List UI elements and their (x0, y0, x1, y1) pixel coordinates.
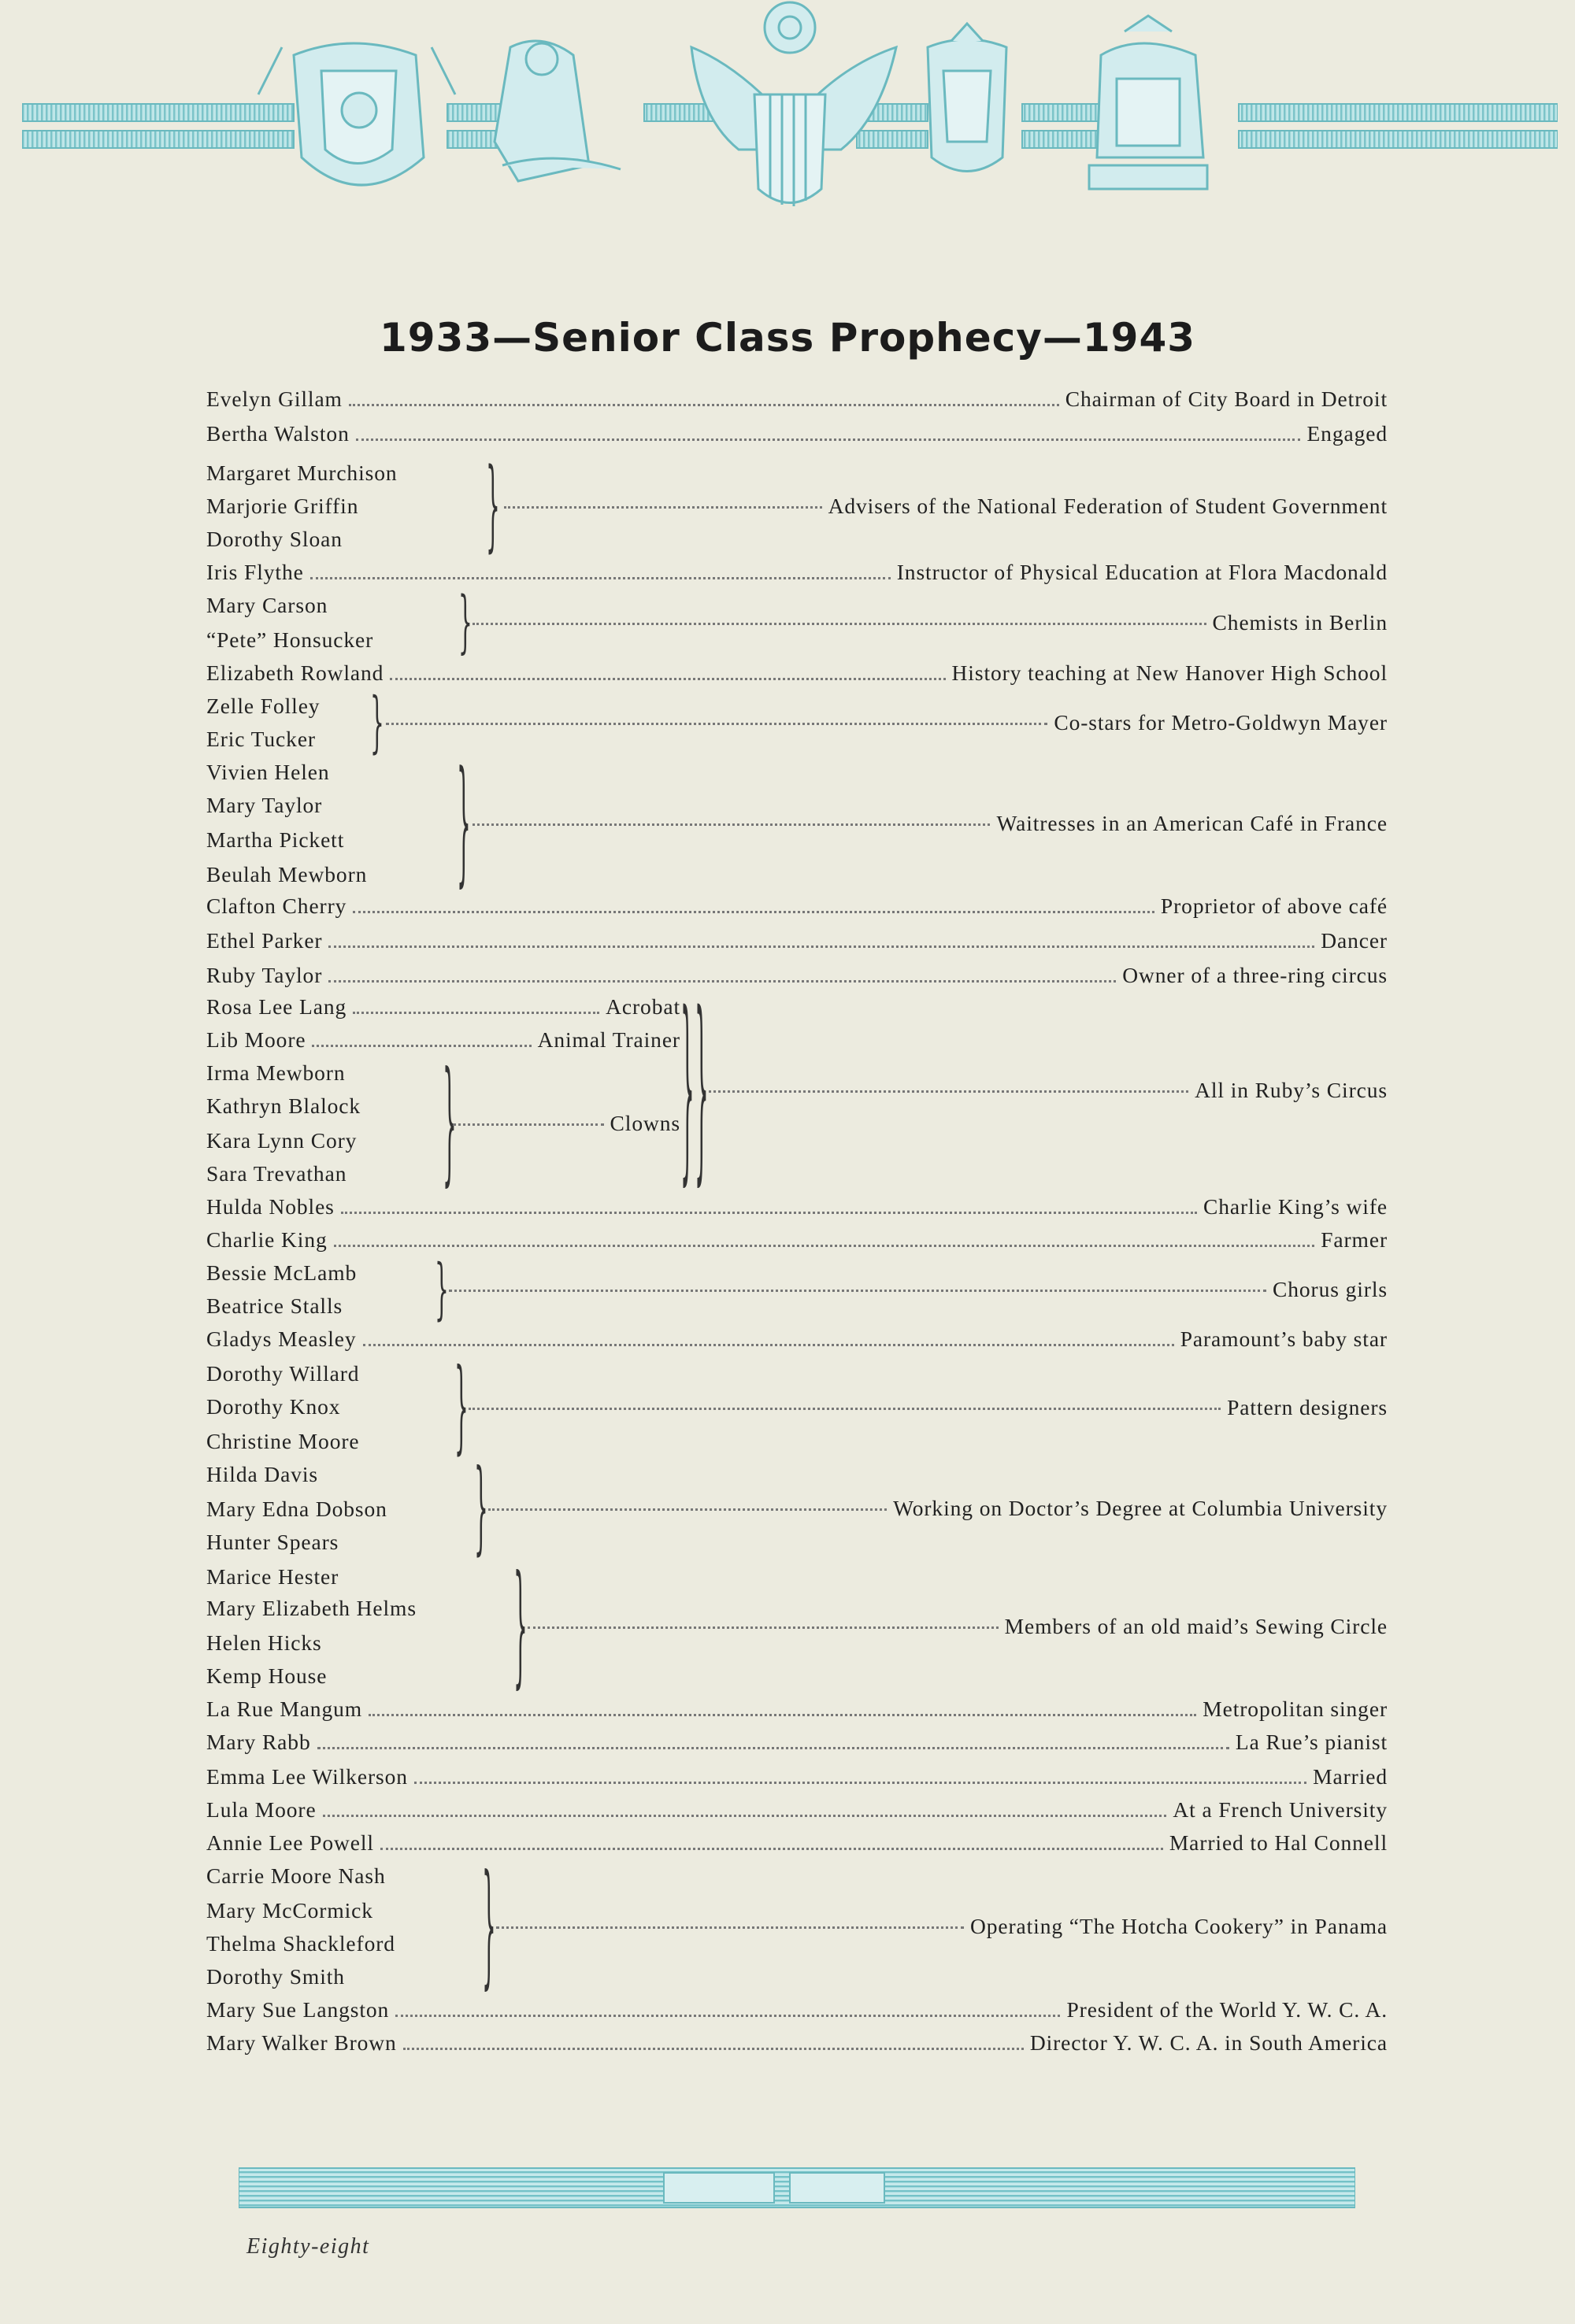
roster-row (206, 1323, 1388, 1356)
roster-row (206, 858, 1388, 891)
student-name: Emma Lee Wilkerson (206, 1764, 408, 1789)
roster-row (206, 1526, 1388, 1559)
student-name: Beulah Mewborn (206, 862, 368, 886)
roster-row (206, 1425, 1388, 1458)
group-brace-icon: } (695, 975, 709, 1206)
group-brace-icon: } (486, 449, 500, 564)
prophecy-role: President of the World Y. W. C. A. (1066, 1997, 1388, 2022)
group-brace-icon: } (443, 1046, 457, 1201)
roster-row (206, 1124, 1388, 1157)
leader-dots (328, 928, 1314, 948)
student-name: Lib Moore (206, 1027, 306, 1052)
leader-dots (380, 1830, 1163, 1850)
leader-dots (488, 1506, 887, 1511)
group-brace-icon: } (474, 1450, 488, 1567)
student-name: Irma Mewborn (206, 1060, 346, 1085)
leader-dots (363, 1327, 1174, 1346)
student-name: Marice Hester (206, 1564, 339, 1589)
roster-row (206, 959, 1388, 992)
roster-row (206, 1157, 1388, 1190)
leader-dots (472, 821, 990, 826)
group-prophecy (498, 490, 1388, 523)
roster-row (206, 990, 1388, 1023)
prophecy-role: At a French University (1173, 1797, 1388, 1822)
leader-dots (328, 963, 1116, 983)
student-name: Eric Tucker (206, 727, 316, 751)
student-name: Iris Flythe (206, 560, 304, 584)
student-name: Charlie King (206, 1227, 328, 1252)
header-ornament-icon (22, 0, 1558, 228)
leader-dots (356, 421, 1301, 441)
roster-row (206, 1960, 1388, 1993)
crowned-shield-center-icon (928, 24, 1006, 172)
student-name: Rosa Lee Lang (206, 994, 347, 1019)
group-prophecy (702, 1074, 1388, 1107)
student-name: Evelyn Gillam (206, 387, 343, 411)
roster-row (206, 1660, 1388, 1693)
prophecy-role: Acrobat (606, 994, 680, 1019)
leader-dots (312, 1027, 531, 1047)
student-name: Bessie McLamb (206, 1260, 358, 1285)
prophecy-role: Operating “The Hotcha Cookery” in Panama (969, 1914, 1388, 1938)
prophecy-role: Chemists in Berlin (1212, 610, 1388, 635)
group-brace-icon: } (454, 1349, 469, 1466)
prophecy-role: Engaged (1306, 421, 1388, 446)
student-name: Ethel Parker (206, 928, 323, 953)
roster-row (206, 1726, 1388, 1759)
student-name: Dorothy Smith (206, 1964, 345, 1989)
prophecy-roster (206, 383, 1388, 2075)
left-ruled-bars-icon (22, 104, 294, 148)
student-name: Thelma Shackleford (206, 1931, 395, 1956)
prophecy-role: Farmer (1321, 1227, 1388, 1252)
footer-ornament-icon (239, 2167, 1355, 2209)
prophecy-role: Dancer (1321, 928, 1388, 953)
prophecy-role: Co-stars for Metro-Goldwyn Mayer (1054, 710, 1388, 735)
group-prophecy (462, 1391, 1388, 1424)
student-name: Mary Taylor (206, 793, 323, 817)
student-name: Dorothy Willard (206, 1361, 360, 1386)
crowned-shield-right-icon (1089, 16, 1207, 189)
roster-row (206, 1860, 1388, 1893)
student-name: Annie Lee Powell (206, 1830, 374, 1855)
group-brace-icon: } (513, 1550, 528, 1703)
prophecy-role: Waitresses in an American Café in France (996, 811, 1388, 835)
leader-dots (528, 1624, 999, 1629)
page-title: 1933—Senior Class Prophecy—1943 (379, 315, 1196, 361)
group-prophecy (482, 1492, 1388, 1525)
student-name: La Rue Mangum (206, 1697, 363, 1721)
student-name: Mary McCormick (206, 1898, 373, 1922)
student-name: Kathryn Blalock (206, 1094, 361, 1118)
student-name: Mary Carson (206, 593, 328, 617)
leader-dots (449, 1287, 1266, 1292)
eagle-emblem-icon (691, 2, 896, 206)
student-name: Kemp House (206, 1663, 328, 1688)
student-name: Dorothy Sloan (206, 527, 343, 551)
roster-row (206, 1826, 1388, 1860)
student-name: Gladys Measley (206, 1327, 357, 1351)
leader-dots (390, 661, 945, 680)
student-name: Helen Hicks (206, 1630, 322, 1655)
student-name: Zelle Folley (206, 694, 321, 718)
leader-dots (504, 504, 822, 509)
student-name: Hunter Spears (206, 1530, 339, 1554)
group-prophecy (490, 1910, 1388, 1943)
student-name: Mary Elizabeth Helms (206, 1596, 417, 1620)
roster-row (206, 1793, 1388, 1826)
student-name: Hilda Davis (206, 1462, 319, 1486)
leader-dots (453, 1121, 604, 1126)
group-prophecy (443, 1273, 1388, 1306)
group-prophecy (380, 706, 1388, 739)
prophecy-role: All in Ruby’s Circus (1195, 1078, 1388, 1102)
student-name: Margaret Murchison (206, 461, 398, 485)
prophecy-role: Married to Hal Connell (1169, 1830, 1388, 1855)
roster-row (206, 1560, 1388, 1593)
group-brace-icon: } (482, 1849, 496, 2004)
roster-row (206, 1190, 1388, 1223)
leader-dots (353, 994, 599, 1014)
student-name: Mary Sue Langston (206, 1997, 390, 2022)
prophecy-role: Animal Trainer (537, 1027, 680, 1052)
student-name: Martha Pickett (206, 827, 345, 852)
student-name: Mary Edna Dobson (206, 1497, 387, 1521)
group-brace-icon: } (458, 583, 472, 662)
roster-row (206, 556, 1388, 589)
leader-dots (334, 1227, 1315, 1247)
leader-dots (709, 1088, 1188, 1093)
prophecy-role: Metropolitan singer (1203, 1697, 1388, 1721)
prophecy-role: Married (1313, 1764, 1388, 1789)
seated-figure-icon (495, 41, 621, 181)
group-brace-icon: } (435, 1251, 449, 1328)
student-name: Beatrice Stalls (206, 1293, 343, 1318)
group-prophecy (466, 606, 1388, 639)
leader-dots (369, 1697, 1196, 1716)
group-brace-icon: } (370, 684, 384, 761)
prophecy-role: Chorus girls (1272, 1277, 1388, 1301)
student-name: Marjorie Griffin (206, 494, 359, 518)
prophecy-role: History teaching at New Hanover High School (951, 661, 1388, 685)
student-name: Mary Rabb (206, 1730, 311, 1754)
leader-dots (403, 2030, 1024, 2050)
roster-row (206, 383, 1388, 416)
student-name: Christine Moore (206, 1429, 360, 1453)
leader-dots (317, 1730, 1229, 1749)
leader-dots (353, 894, 1154, 913)
student-name: Elizabeth Rowland (206, 661, 384, 685)
prophecy-role: Instructor of Physical Education at Flora Macdonald (896, 560, 1388, 584)
roster-row (206, 523, 1388, 556)
leader-dots (472, 620, 1206, 625)
prophecy-role: Members of an old maid’s Sewing Circle (1004, 1614, 1388, 1638)
roster-row (206, 1223, 1388, 1256)
student-name: Mary Walker Brown (206, 2030, 397, 2055)
prophecy-role: Advisers of the National Federation of Student Government (828, 494, 1388, 518)
group-prophecy (466, 807, 1388, 840)
page-number: Eighty-eight (246, 2234, 370, 2259)
roster-row (206, 924, 1388, 957)
prophecy-role: Pattern designers (1227, 1395, 1388, 1419)
roster-row (206, 1760, 1388, 1793)
circus-brace-icon: } (680, 975, 695, 1206)
student-name: Ruby Taylor (206, 963, 323, 987)
prophecy-role: La Rue’s pianist (1235, 1730, 1388, 1754)
roster-row (206, 457, 1388, 490)
prophecy-role: Clowns (610, 1111, 680, 1135)
roster-row (206, 2026, 1388, 2059)
student-name: Lula Moore (206, 1797, 317, 1822)
leader-dots (310, 560, 891, 579)
leader-dots (323, 1797, 1167, 1817)
leader-dots (496, 1924, 964, 1929)
prophecy-role: Paramount’s baby star (1180, 1327, 1388, 1351)
leader-dots (349, 387, 1059, 406)
prophecy-role: Working on Doctor’s Degree at Columbia University (893, 1496, 1388, 1520)
group-prophecy (447, 1107, 680, 1140)
prophecy-role: Charlie King’s wife (1203, 1194, 1388, 1219)
roster-row (206, 417, 1388, 450)
roster-row (206, 1993, 1388, 2026)
group-prophecy (521, 1610, 1388, 1643)
student-name: Kara Lynn Cory (206, 1128, 358, 1153)
leader-dots (414, 1764, 1306, 1784)
roster-row (206, 1357, 1388, 1390)
roster-row (206, 1458, 1388, 1491)
student-name: Bertha Walston (206, 421, 350, 446)
student-name: Dorothy Knox (206, 1394, 341, 1419)
prophecy-role: Proprietor of above café (1160, 894, 1388, 918)
student-name: Vivien Helen (206, 760, 330, 784)
right-ruled-bars-icon (1239, 104, 1558, 148)
prophecy-role: Owner of a three-ring circus (1122, 963, 1388, 987)
student-name: Clafton Cherry (206, 894, 347, 918)
leader-dots (341, 1194, 1197, 1214)
student-name: Carrie Moore Nash (206, 1863, 386, 1888)
prophecy-role: Director Y. W. C. A. in South America (1029, 2030, 1388, 2055)
student-name: “Pete” Honsucker (206, 627, 374, 652)
student-name: Hulda Nobles (206, 1194, 335, 1219)
leader-dots (386, 720, 1047, 725)
group-brace-icon: } (457, 746, 471, 901)
prophecy-role: Chairman of City Board in Detroit (1065, 387, 1388, 411)
roster-row (206, 1693, 1388, 1726)
student-name: Sara Trevathan (206, 1161, 347, 1186)
leader-dots (469, 1405, 1221, 1410)
roster-row (206, 1023, 1388, 1057)
roster-row (206, 890, 1388, 923)
